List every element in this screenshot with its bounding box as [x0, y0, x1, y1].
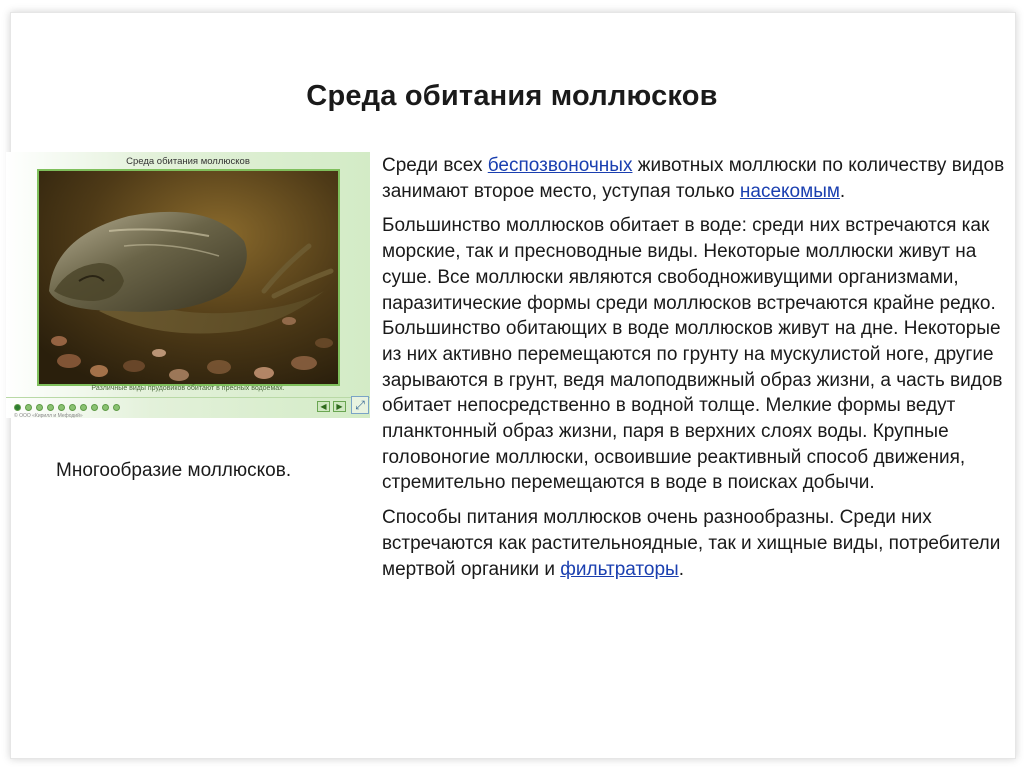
slide-dot-6[interactable]: [69, 404, 76, 411]
slide-dot-7[interactable]: [80, 404, 87, 411]
paragraph-3: [382, 505, 1012, 582]
slide-dot-1[interactable]: [14, 404, 21, 411]
slide-dot-2[interactable]: [25, 404, 32, 411]
link-invertebrates[interactable]: беспозвоночных: [487, 155, 633, 176]
page-title: Среда обитания моллюсков: [306, 80, 718, 112]
player-title: Среда обитания моллюсков: [126, 156, 250, 167]
player-copyright: © ООО «Кирилл и Мефодий»: [14, 413, 83, 419]
slide-dot-4[interactable]: [47, 404, 54, 411]
slide-dots: [14, 404, 120, 411]
player-nav-bar: [6, 397, 370, 418]
paragraph-2: Большинство моллюсков обитает в воде: среди них встречаются как морские, так и пресноводные виды. Некоторые моллюски живут на суше. Все моллюски являются свободноживущими организмами, паразитические формы среди моллюсков встречаются крайне редко. Большинство обитающих в воде моллюсков живут на дне. Некоторые из них активно перемещаются по грунту на мускулистой ноге, другие зарываются в грунт, ведя малоподвижный образ жизни, а часть видов обитает непосредственно в водной толще. Мелкие формы ведут планктонный образ жизни, паря в верхних слоях воды. Крупные головоногие моллюски, освоившие реактивный способ движения, стремительно перемещаются в воде в поисках добычи.: [382, 215, 1003, 494]
prev-arrow-icon[interactable]: ◀: [317, 401, 330, 412]
body-text: [382, 153, 1012, 591]
paragraph-text: Способы питания моллюсков очень разнообразны. Среди них встречаются как растительноядные, так и хищные виды, потребители мертвой органики и: [382, 507, 1001, 580]
slide-dot-8[interactable]: [91, 404, 98, 411]
expand-icon[interactable]: ⤢: [351, 396, 369, 414]
snail-photo: [37, 169, 340, 386]
link-insects[interactable]: насекомым: [739, 180, 840, 202]
slide-dot-10[interactable]: [113, 404, 120, 411]
snail-image: [39, 171, 338, 384]
paragraph-text: животных моллюски по количеству видов занимают второе место, уступая только: [382, 155, 1005, 202]
next-arrow-icon[interactable]: ▶: [333, 401, 346, 412]
slide-dot-3[interactable]: [36, 404, 43, 411]
paragraph-text: .: [839, 180, 846, 202]
paragraph-text: .: [678, 558, 684, 580]
media-player: [6, 152, 370, 418]
image-caption: Многообразие моллюсков.: [56, 460, 292, 481]
slide-dot-9[interactable]: [102, 404, 109, 411]
slide-dot-5[interactable]: [58, 404, 65, 411]
player-caption: Различные виды прудовиков обитают в пресных водоемах.: [91, 385, 285, 392]
paragraph-text: Среди всех: [382, 155, 488, 176]
paragraph-1: [382, 153, 1012, 204]
link-filter-feeders[interactable]: фильтраторы: [560, 558, 679, 580]
